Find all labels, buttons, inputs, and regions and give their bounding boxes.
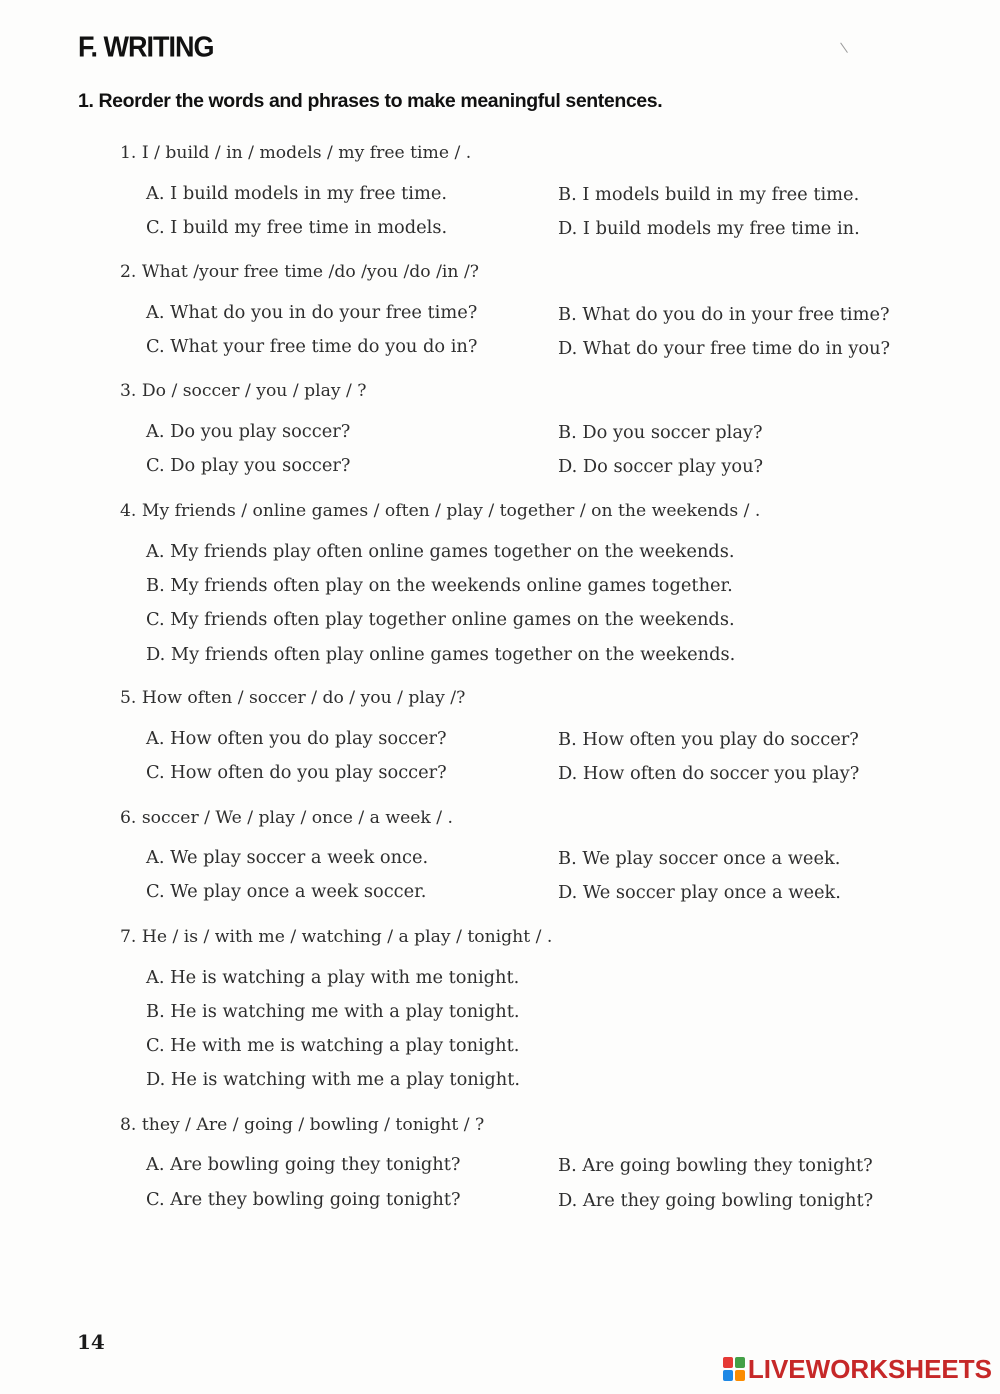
liveworksheets-logo-icon bbox=[723, 1357, 745, 1381]
answer-option[interactable]: C. Do play you soccer? bbox=[146, 455, 351, 476]
answer-option[interactable]: A. We play soccer a week once. bbox=[146, 847, 429, 868]
answer-option[interactable]: A. My friends play often online games together on the weekends. bbox=[146, 541, 735, 562]
answer-option[interactable]: D. My friends often play online games together on the weekends. bbox=[146, 644, 736, 665]
question-prompt: 8. they / Are / going / bowling / tonight / ? bbox=[120, 1115, 485, 1135]
answer-option[interactable]: D. He is watching with me a play tonight. bbox=[146, 1069, 521, 1090]
question-prompt: 6. soccer / We / play / once / a week / . bbox=[120, 808, 454, 828]
answer-option[interactable]: D. Do soccer play you? bbox=[558, 456, 764, 477]
logo-square-blue bbox=[723, 1370, 733, 1381]
answer-option[interactable]: D. I build models my free time in. bbox=[558, 218, 860, 239]
answer-option[interactable]: A. Are bowling going they tonight? bbox=[146, 1154, 461, 1175]
answer-option[interactable]: B. Are going bowling they tonight? bbox=[558, 1155, 873, 1176]
speck-mark bbox=[840, 39, 853, 53]
answer-option[interactable]: A. Do you play soccer? bbox=[146, 421, 351, 442]
answer-option[interactable]: C. We play once a week soccer. bbox=[146, 881, 427, 902]
answer-option[interactable]: C. He with me is watching a play tonight. bbox=[146, 1035, 520, 1056]
question-prompt: 2. What /your free time /do /you /do /in /? bbox=[120, 262, 479, 282]
page-number: 14 bbox=[77, 1330, 105, 1354]
logo-square-green bbox=[735, 1357, 745, 1368]
answer-option[interactable]: B. We play soccer once a week. bbox=[558, 848, 841, 869]
task-title: 1. Reorder the words and phrases to make meaningful sentences. bbox=[78, 90, 663, 112]
answer-option[interactable]: C. What your free time do you do in? bbox=[146, 336, 478, 357]
question-prompt: 5. How often / soccer / do / you / play /? bbox=[120, 688, 466, 708]
question-prompt: 4. My friends / online games / often / play / together / on the weekends / . bbox=[120, 501, 761, 521]
answer-option[interactable]: A. How often you do play soccer? bbox=[146, 728, 447, 749]
question-prompt: 1. I / build / in / models / my free time / . bbox=[120, 143, 472, 163]
brand-watermark[interactable] bbox=[723, 1354, 992, 1384]
answer-option[interactable]: C. Are they bowling going tonight? bbox=[146, 1189, 461, 1210]
answer-option[interactable]: D. We soccer play once a week. bbox=[558, 882, 841, 903]
question-prompt: 7. He / is / with me / watching / a play / tonight / . bbox=[120, 927, 553, 947]
answer-option[interactable]: B. He is watching me with a play tonight. bbox=[146, 1001, 520, 1022]
brand-name: LIVEWORKSHEETS bbox=[747, 1353, 992, 1384]
answer-option[interactable]: A. What do you in do your free time? bbox=[146, 302, 478, 323]
answer-option[interactable]: D. Are they going bowling tonight? bbox=[558, 1190, 874, 1211]
answer-option[interactable]: D. How often do soccer you play? bbox=[558, 763, 860, 784]
answer-option[interactable]: B. Do you soccer play? bbox=[558, 422, 763, 443]
answer-option[interactable]: C. I build my free time in models. bbox=[146, 217, 448, 238]
answer-option[interactable]: B. What do you do in your free time? bbox=[558, 304, 890, 325]
answer-option[interactable]: C. My friends often play together online games on the weekends. bbox=[146, 609, 735, 630]
logo-square-orange bbox=[735, 1370, 745, 1381]
answer-option[interactable]: B. My friends often play on the weekends online games together. bbox=[146, 575, 733, 596]
answer-option[interactable]: A. I build models in my free time. bbox=[146, 183, 447, 204]
answer-option[interactable]: C. How often do you play soccer? bbox=[146, 762, 447, 783]
answer-option[interactable]: B. I models build in my free time. bbox=[558, 184, 860, 205]
answer-option[interactable]: D. What do your free time do in you? bbox=[558, 338, 891, 359]
logo-square-red bbox=[723, 1357, 733, 1368]
answer-option[interactable]: B. How often you play do soccer? bbox=[558, 729, 859, 750]
section-title: F. WRITING bbox=[78, 31, 214, 63]
answer-option[interactable]: A. He is watching a play with me tonight. bbox=[146, 967, 520, 988]
question-prompt: 3. Do / soccer / you / play / ? bbox=[120, 381, 367, 401]
